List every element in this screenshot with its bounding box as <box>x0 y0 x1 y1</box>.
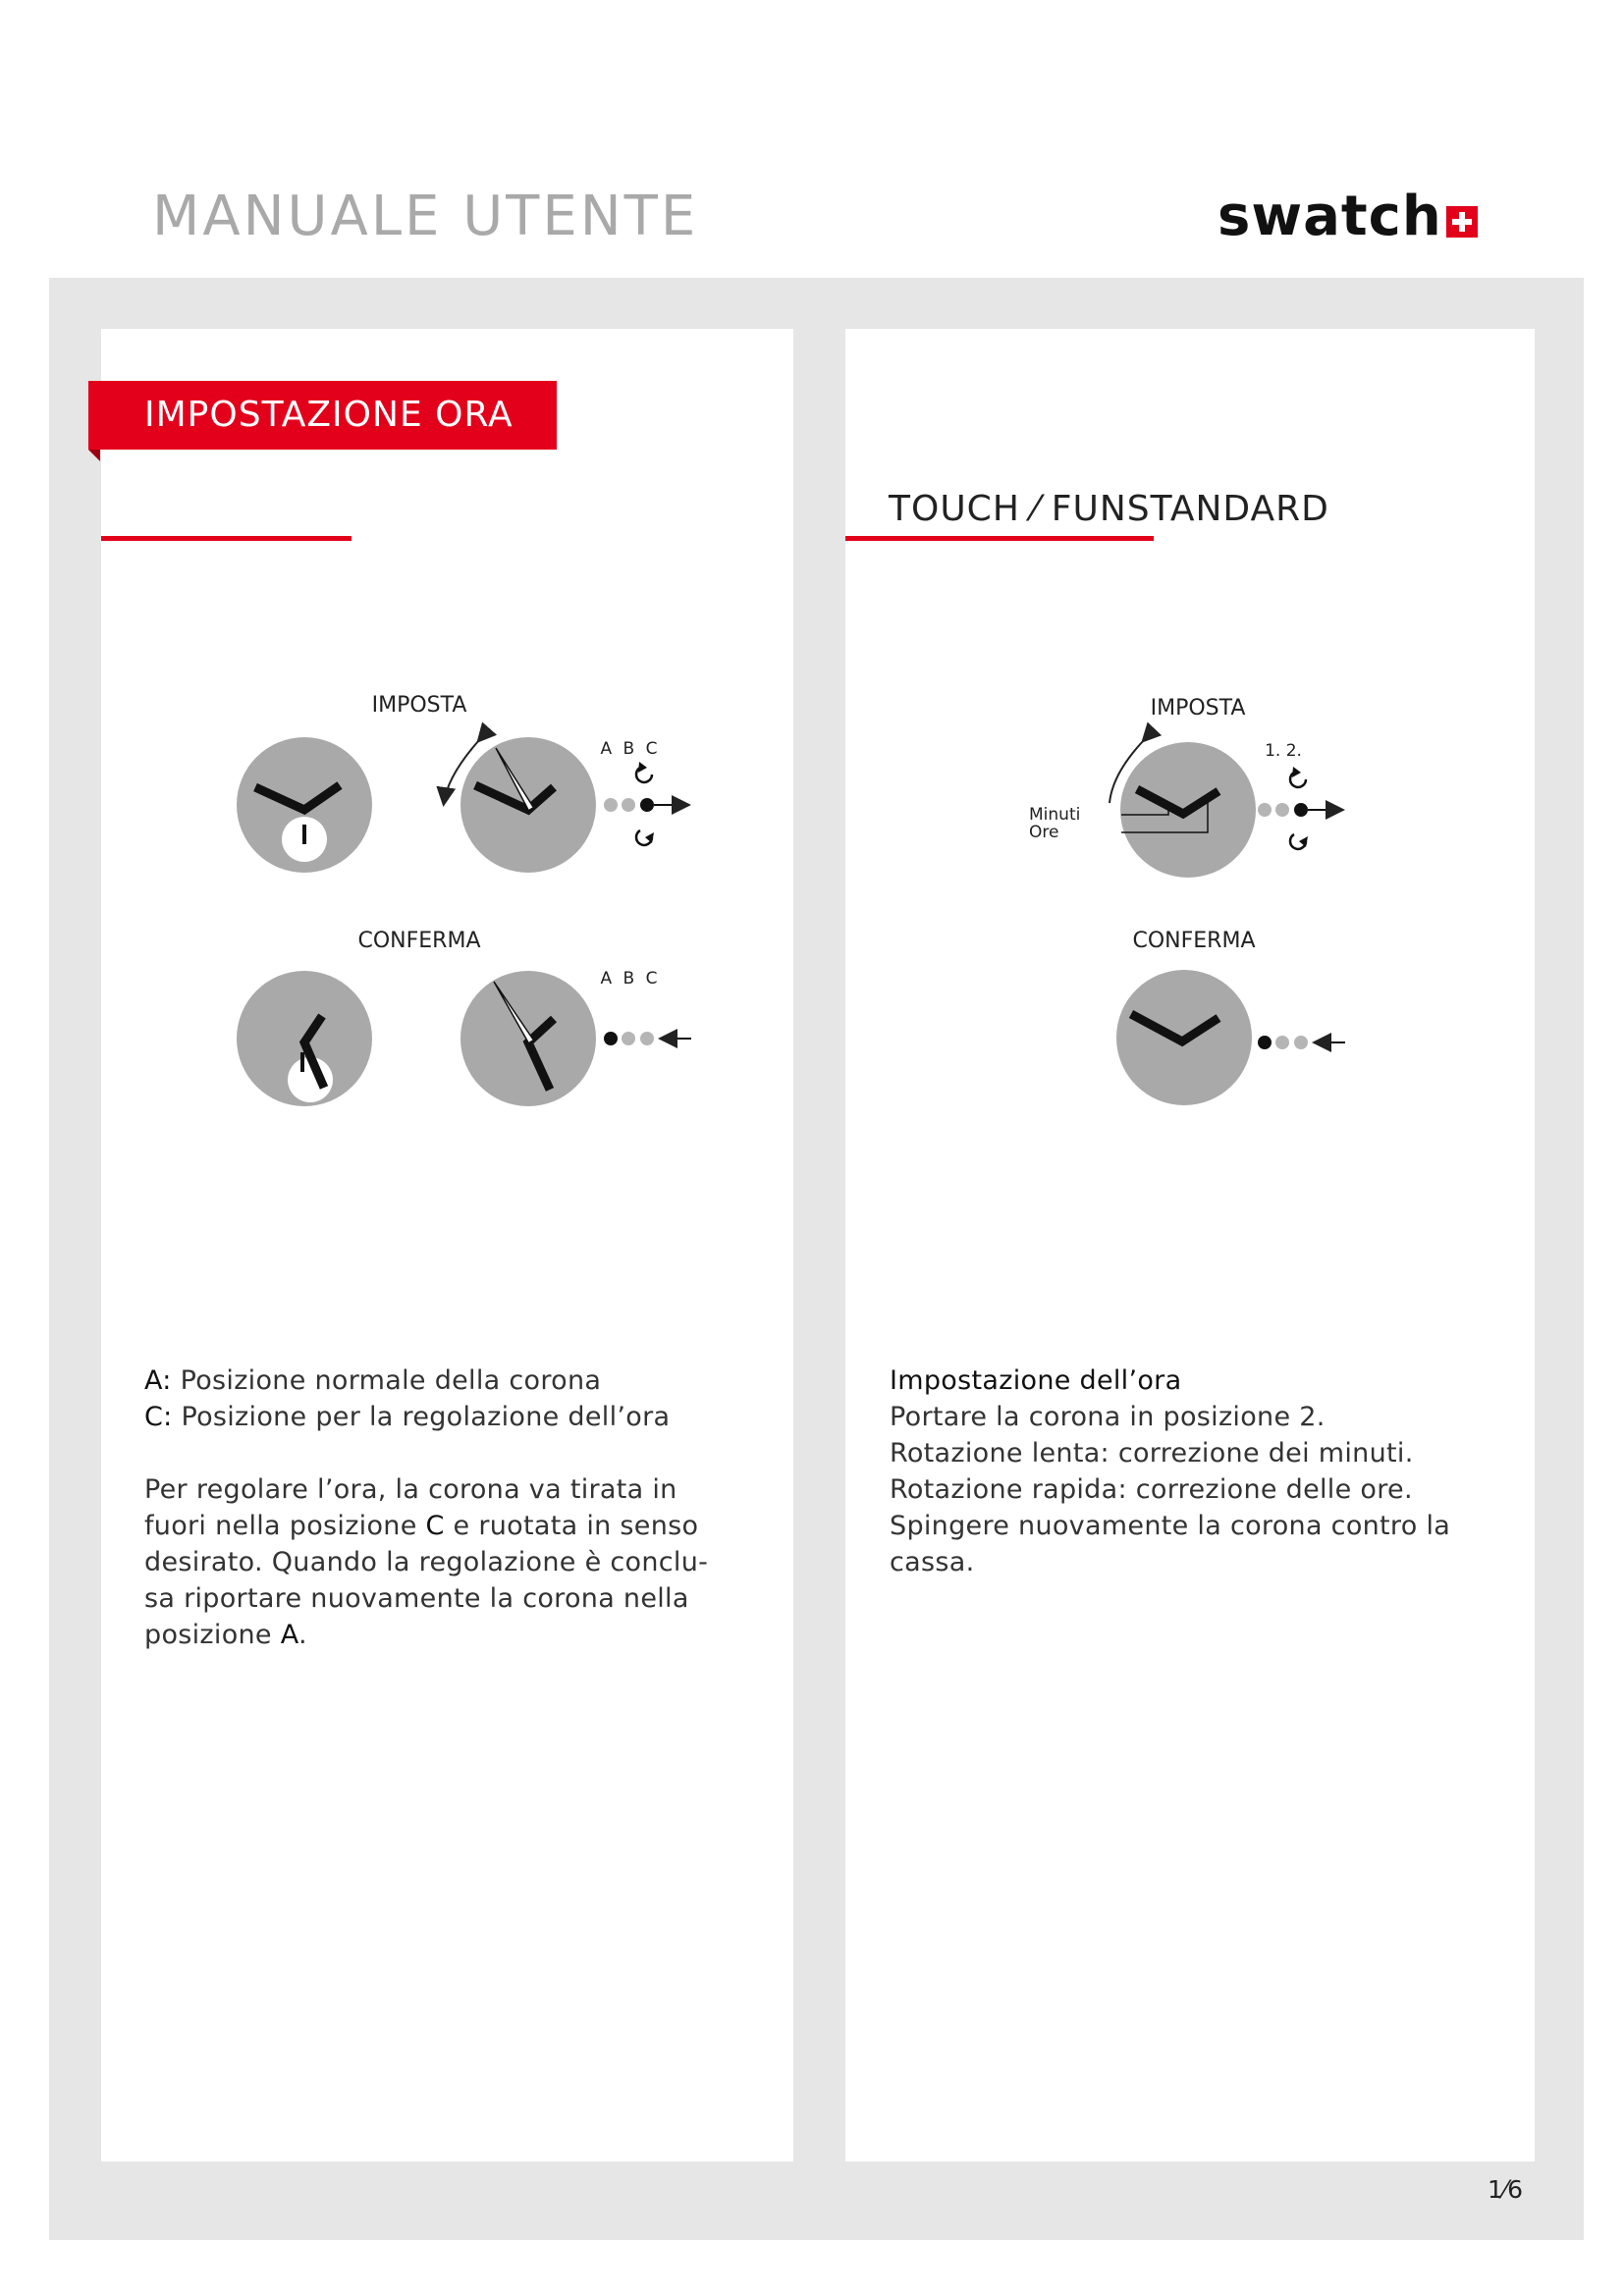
page-number: 1⁄6 <box>1488 2175 1523 2204</box>
watch-dial-confirm <box>1116 970 1252 1105</box>
crown-position-c: C: Posizione per la regolazione dell’ora <box>144 1402 671 1432</box>
rotate-clockwise-icon <box>636 762 652 782</box>
rotate-counterclockwise-icon <box>636 830 654 845</box>
instruction-line: sa riportare nuovamente la corona nella <box>144 1583 689 1614</box>
instruction-line: desirato. Quando la regolazione è conclu- <box>144 1547 709 1577</box>
section-banner: IMPOSTAZIONE ORA <box>88 381 557 450</box>
left-time-setting-diagram <box>216 677 727 1139</box>
watch-dial-confirm-set <box>460 971 596 1106</box>
crown-position-indicator <box>604 798 687 812</box>
set-label: IMPOSTA <box>371 693 467 718</box>
watch-dial-initial <box>237 737 372 873</box>
hours-label: Ore <box>1029 823 1059 842</box>
model-subtitle: TOUCH ⁄ FUNSTANDARD <box>889 489 1329 529</box>
instructions-heading: Impostazione dell’ora <box>890 1365 1182 1396</box>
instruction-line: Portare la corona in posizione 2. <box>890 1402 1326 1432</box>
instruction-line: Spingere nuovamente la corona contro la <box>890 1511 1451 1541</box>
swatch-logo <box>1218 184 1478 248</box>
left-red-rule <box>101 536 352 541</box>
crown-positions-label-confirm: A B C <box>600 969 661 988</box>
instruction-line: Per regolare l’ora, la corona va tirata in <box>144 1474 677 1505</box>
banner-fold <box>88 450 100 461</box>
instruction-line: Rotazione rapida: correzione delle ore. <box>890 1474 1413 1505</box>
set-label: IMPOSTA <box>1150 696 1246 721</box>
right-time-setting-diagram <box>1011 677 1424 1139</box>
rotate-clockwise-icon <box>1290 767 1306 787</box>
right-panel <box>845 329 1535 2162</box>
instruction-line: cassa. <box>890 1547 975 1577</box>
left-instructions <box>144 1362 753 1653</box>
confirm-label: CONFERMA <box>357 929 481 953</box>
right-red-rule <box>845 536 1154 541</box>
crown-positions-label: 1. 2. <box>1265 741 1302 761</box>
watch-dial-confirm-initial <box>237 971 372 1106</box>
brand-wordmark: swatch <box>1218 184 1442 248</box>
crown-positions-label: A B C <box>600 739 661 759</box>
rotate-counterclockwise-icon <box>1290 834 1308 849</box>
crown-position-indicator-confirm <box>604 1032 691 1045</box>
swiss-cross-icon <box>1446 206 1478 238</box>
watch-dial-setting <box>1110 740 1256 878</box>
crown-position-indicator-confirm <box>1258 1036 1345 1049</box>
instruction-line: Rotazione lenta: correzione dei minuti. <box>890 1438 1414 1468</box>
instruction-line: posizione A. <box>144 1620 307 1650</box>
page-title: MANUALE UTENTE <box>152 185 699 248</box>
right-instructions <box>890 1362 1498 1580</box>
minutes-label: Minuti <box>1029 805 1081 825</box>
instruction-line: fuori nella posizione C e ruotata in senso <box>144 1511 699 1541</box>
crown-position-indicator <box>1258 803 1341 817</box>
left-panel <box>101 329 793 2162</box>
watch-dial-setting <box>444 737 596 873</box>
crown-position-a: A: Posizione normale della corona <box>144 1365 602 1396</box>
confirm-label: CONFERMA <box>1132 929 1256 953</box>
